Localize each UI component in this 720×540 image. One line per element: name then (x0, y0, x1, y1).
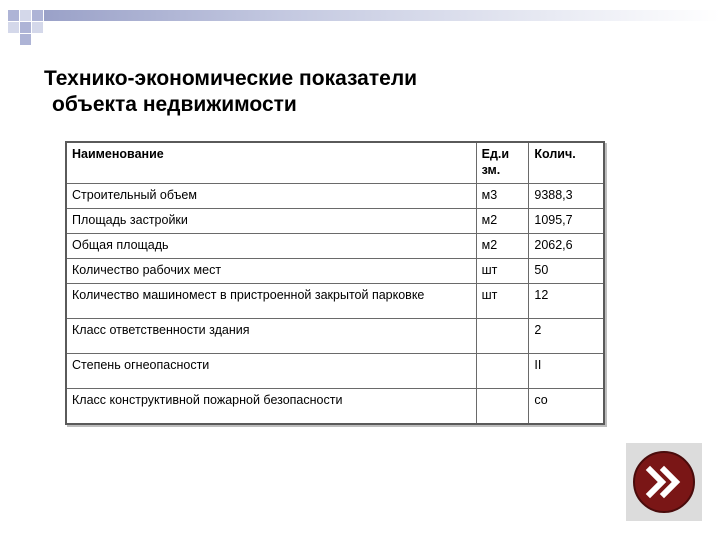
row-name: Площадь застройки (66, 209, 476, 234)
header-unit: Ед.и зм. (476, 142, 529, 184)
table-row (66, 209, 604, 234)
row-unit (476, 354, 529, 389)
properties-table (65, 141, 605, 425)
page-title (44, 66, 644, 118)
row-value: II (529, 354, 604, 389)
table-row (66, 319, 604, 354)
row-value: 2 (529, 319, 604, 354)
row-unit (476, 389, 529, 425)
next-button-circle (633, 451, 695, 513)
row-unit: шт (476, 259, 529, 284)
table-row (66, 354, 604, 389)
row-name: Общая площадь (66, 234, 476, 259)
row-value: 2062,6 (529, 234, 604, 259)
row-unit: м2 (476, 234, 529, 259)
row-name: Степень огнеопасности (66, 354, 476, 389)
row-name: Класс конструктивной пожарной безопасности (66, 389, 476, 425)
row-value: со (529, 389, 604, 425)
title-line-2: объекта недвижимости (52, 93, 297, 116)
row-value: 12 (529, 284, 604, 319)
decor-square (20, 10, 31, 21)
table-row (66, 284, 604, 319)
row-unit: м2 (476, 209, 529, 234)
row-name: Количество машиномест в пристроенной закрытой парковке (66, 284, 476, 319)
row-unit (476, 319, 529, 354)
table-row (66, 259, 604, 284)
row-name: Количество рабочих мест (66, 259, 476, 284)
decor-square (32, 10, 43, 21)
header-name: Наименование (66, 142, 476, 184)
row-value: 50 (529, 259, 604, 284)
decor-square (8, 10, 19, 21)
header-gradient-bar (44, 10, 720, 21)
row-name: Класс ответственности здания (66, 319, 476, 354)
decor-square (20, 34, 31, 45)
row-value: 1095,7 (529, 209, 604, 234)
row-unit: м3 (476, 184, 529, 209)
title-line-1: Технико-экономические показатели (44, 67, 418, 90)
row-name: Строительный объем (66, 184, 476, 209)
double-chevron-right-icon (644, 462, 684, 502)
row-unit: шт (476, 284, 529, 319)
decor-square (32, 22, 43, 33)
decor-square (8, 22, 19, 33)
header-quantity: Колич. (529, 142, 604, 184)
decor-square (20, 22, 31, 33)
next-slide-button[interactable] (626, 443, 702, 521)
row-value: 9388,3 (529, 184, 604, 209)
table-row (66, 389, 604, 425)
table-row (66, 184, 604, 209)
table-row (66, 234, 604, 259)
table-header-row (66, 142, 604, 184)
